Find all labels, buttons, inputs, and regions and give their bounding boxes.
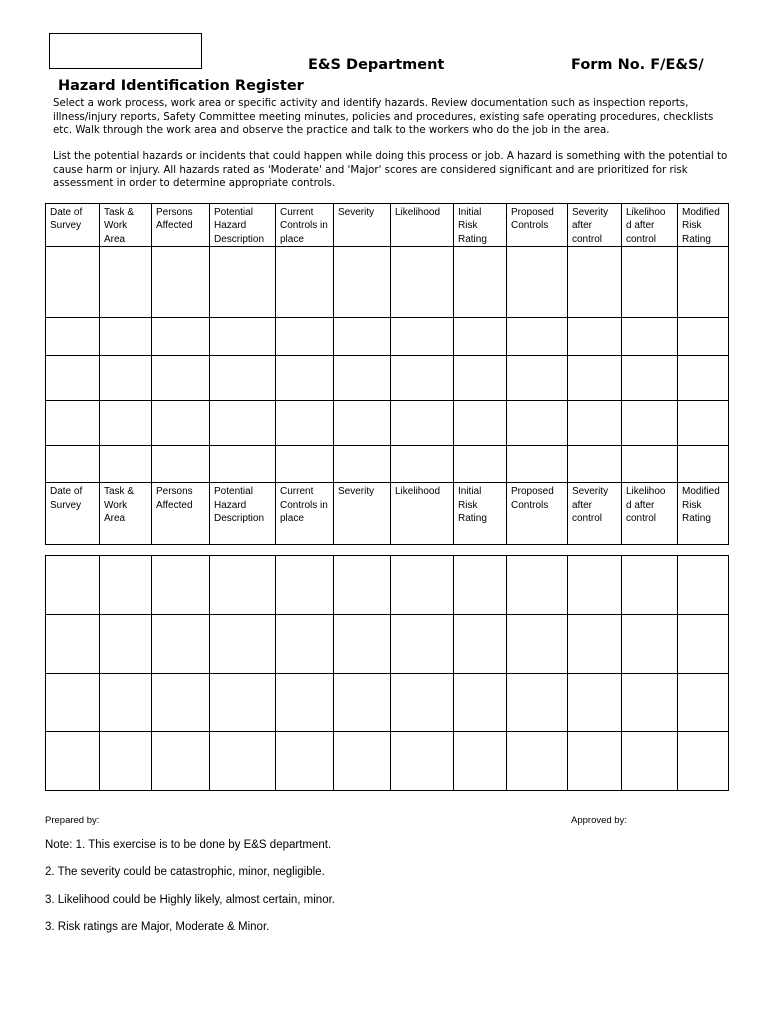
table-cell[interactable] bbox=[152, 356, 210, 401]
table-cell[interactable] bbox=[391, 247, 454, 318]
table-cell[interactable] bbox=[678, 674, 729, 732]
hazard-register-table-continued bbox=[45, 555, 729, 791]
page-title: Hazard Identification Register bbox=[58, 78, 304, 94]
table-cell[interactable] bbox=[391, 446, 454, 483]
table-cell[interactable] bbox=[210, 247, 276, 318]
note-item: 2. The severity could be catastrophic, minor, negligible. bbox=[45, 866, 325, 878]
table-cell[interactable] bbox=[391, 674, 454, 732]
table-cell[interactable] bbox=[678, 318, 729, 356]
table-cell[interactable] bbox=[334, 318, 391, 356]
table-cell[interactable] bbox=[334, 674, 391, 732]
table-cell[interactable] bbox=[568, 446, 622, 483]
table-cell[interactable] bbox=[568, 318, 622, 356]
table-cell[interactable] bbox=[152, 318, 210, 356]
column-header: Likelihood bbox=[391, 483, 454, 545]
column-header: Proposed Controls bbox=[507, 204, 568, 247]
column-header: Task & Work Area bbox=[100, 204, 152, 247]
table-cell[interactable] bbox=[568, 732, 622, 791]
column-header: Task & Work Area bbox=[100, 483, 152, 545]
column-header: Severity after control bbox=[568, 204, 622, 247]
table-cell[interactable] bbox=[507, 356, 568, 401]
form-number: Form No. F/E&S/ bbox=[571, 57, 704, 73]
table-cell[interactable] bbox=[276, 674, 334, 732]
table-cell[interactable] bbox=[152, 674, 210, 732]
column-header: Persons Affected bbox=[152, 204, 210, 247]
column-header: Current Controls in place bbox=[276, 483, 334, 545]
table-cell[interactable] bbox=[100, 318, 152, 356]
hazard-register-table bbox=[45, 203, 729, 545]
table-cell[interactable] bbox=[622, 356, 678, 401]
table-cell[interactable] bbox=[391, 556, 454, 615]
table-cell[interactable] bbox=[507, 446, 568, 483]
table-cell[interactable] bbox=[454, 556, 507, 615]
table-cell[interactable] bbox=[210, 318, 276, 356]
table-cell[interactable] bbox=[276, 401, 334, 446]
table-cell[interactable] bbox=[276, 615, 334, 674]
table-cell[interactable] bbox=[46, 318, 100, 356]
table-cell[interactable] bbox=[678, 556, 729, 615]
table-cell[interactable] bbox=[100, 247, 152, 318]
table-cell[interactable] bbox=[454, 401, 507, 446]
table-cell[interactable] bbox=[100, 401, 152, 446]
column-header: Likelihoo d after control bbox=[622, 204, 678, 247]
table-cell[interactable] bbox=[46, 556, 100, 615]
table-row bbox=[46, 247, 729, 318]
column-header: Persons Affected bbox=[152, 483, 210, 545]
table-row bbox=[46, 732, 729, 791]
table-cell[interactable] bbox=[46, 446, 100, 483]
table-cell[interactable] bbox=[507, 732, 568, 791]
table-cell[interactable] bbox=[334, 401, 391, 446]
table-cell[interactable] bbox=[210, 615, 276, 674]
column-header: Modified Risk Rating bbox=[678, 483, 729, 545]
note-item: Note: 1. This exercise is to be done by E&S department. bbox=[45, 839, 332, 851]
note-item: 3. Likelihood could be Highly likely, almost certain, minor. bbox=[45, 894, 335, 906]
table-cell[interactable] bbox=[622, 318, 678, 356]
table-cell[interactable] bbox=[100, 446, 152, 483]
table-cell[interactable] bbox=[152, 247, 210, 318]
table-cell[interactable] bbox=[678, 732, 729, 791]
column-header: Severity after control bbox=[568, 483, 622, 545]
table-cell[interactable] bbox=[568, 247, 622, 318]
approved-by-label: Approved by: bbox=[571, 815, 627, 826]
table-cell[interactable] bbox=[152, 401, 210, 446]
table-cell[interactable] bbox=[210, 401, 276, 446]
table-cell[interactable] bbox=[334, 732, 391, 791]
table-cell[interactable] bbox=[454, 446, 507, 483]
table-cell[interactable] bbox=[46, 401, 100, 446]
table-cell[interactable] bbox=[568, 401, 622, 446]
table-cell[interactable] bbox=[568, 356, 622, 401]
note-item: 3. Risk ratings are Major, Moderate & Minor. bbox=[45, 921, 270, 933]
table-cell[interactable] bbox=[46, 674, 100, 732]
table-cell[interactable] bbox=[622, 674, 678, 732]
table-cell[interactable] bbox=[152, 615, 210, 674]
table-cell[interactable] bbox=[454, 247, 507, 318]
table-row bbox=[46, 615, 729, 674]
table-cell[interactable] bbox=[454, 356, 507, 401]
table-cell[interactable] bbox=[622, 247, 678, 318]
prepared-by-label: Prepared by: bbox=[45, 815, 100, 826]
table-cell[interactable] bbox=[622, 446, 678, 483]
table-cell[interactable] bbox=[391, 615, 454, 674]
table-cell[interactable] bbox=[454, 674, 507, 732]
table-cell[interactable] bbox=[334, 615, 391, 674]
table-cell[interactable] bbox=[507, 674, 568, 732]
table-cell[interactable] bbox=[276, 356, 334, 401]
table-cell[interactable] bbox=[507, 318, 568, 356]
table-cell[interactable] bbox=[276, 732, 334, 791]
table-cell[interactable] bbox=[678, 247, 729, 318]
table-cell[interactable] bbox=[152, 556, 210, 615]
column-header: Potential Hazard Description bbox=[210, 483, 276, 545]
table-row bbox=[46, 674, 729, 732]
table-cell[interactable] bbox=[391, 401, 454, 446]
table-header-row bbox=[46, 204, 729, 247]
table-row bbox=[46, 556, 729, 615]
table-cell[interactable] bbox=[507, 401, 568, 446]
table-cell[interactable] bbox=[678, 615, 729, 674]
table-cell[interactable] bbox=[507, 556, 568, 615]
table-header-row-repeat bbox=[46, 483, 729, 545]
table-cell[interactable] bbox=[46, 247, 100, 318]
table-cell[interactable] bbox=[46, 356, 100, 401]
column-header: Likelihood bbox=[391, 204, 454, 247]
table-cell[interactable] bbox=[46, 732, 100, 791]
table-row bbox=[46, 446, 729, 483]
column-header: Current Controls in place bbox=[276, 204, 334, 247]
table-cell[interactable] bbox=[454, 318, 507, 356]
table-cell[interactable] bbox=[210, 556, 276, 615]
table-cell[interactable] bbox=[152, 732, 210, 791]
table-cell[interactable] bbox=[276, 247, 334, 318]
table-cell[interactable] bbox=[678, 446, 729, 483]
column-header: Date of Survey bbox=[46, 483, 100, 545]
table-cell[interactable] bbox=[210, 356, 276, 401]
table-cell[interactable] bbox=[334, 556, 391, 615]
department-heading: E&S Department bbox=[308, 57, 445, 73]
table-cell[interactable] bbox=[507, 247, 568, 318]
column-header: Date of Survey bbox=[46, 204, 100, 247]
table-cell[interactable] bbox=[391, 732, 454, 791]
table-cell[interactable] bbox=[507, 615, 568, 674]
column-header: Initial Risk Rating bbox=[454, 483, 507, 545]
table-cell[interactable] bbox=[568, 556, 622, 615]
table-cell[interactable] bbox=[334, 247, 391, 318]
intro-paragraph-1: Select a work process, work area or specific activity and identify hazards. Review documentation such as inspection reports, illness/injury reports, Safety Committee meeting minutes, policies and procedures, existing safe operating procedures, checklists etc. Walk through the work area and observe the practice and talk to the workers who do the job in the area. bbox=[53, 98, 714, 137]
column-header: Modified Risk Rating bbox=[678, 204, 729, 247]
intro-paragraph-2: List the potential hazards or incidents that could happen while doing this process or job. A hazard is something with the potential to cause harm or injury. All hazards rated as 'Moderate' and 'Major' scores are considered significant and are prioritized for risk assessment in order to determine appropriate controls. bbox=[53, 151, 728, 190]
table-cell[interactable] bbox=[100, 732, 152, 791]
logo-placeholder-box bbox=[49, 33, 202, 69]
table-cell[interactable] bbox=[568, 674, 622, 732]
table-cell[interactable] bbox=[391, 356, 454, 401]
table-cell[interactable] bbox=[152, 446, 210, 483]
table-cell[interactable] bbox=[622, 732, 678, 791]
column-header: Potential Hazard Description bbox=[210, 204, 276, 247]
table-cell[interactable] bbox=[100, 356, 152, 401]
table-cell[interactable] bbox=[210, 446, 276, 483]
table-cell[interactable] bbox=[100, 556, 152, 615]
column-header: Initial Risk Rating bbox=[454, 204, 507, 247]
table-cell[interactable] bbox=[276, 318, 334, 356]
table-cell[interactable] bbox=[276, 446, 334, 483]
table-cell[interactable] bbox=[276, 556, 334, 615]
table-cell[interactable] bbox=[100, 674, 152, 732]
column-header: Severity bbox=[334, 483, 391, 545]
table-cell[interactable] bbox=[210, 674, 276, 732]
column-header: Likelihoo d after control bbox=[622, 483, 678, 545]
table-cell[interactable] bbox=[622, 401, 678, 446]
table-cell[interactable] bbox=[334, 446, 391, 483]
table-cell[interactable] bbox=[454, 615, 507, 674]
table-cell[interactable] bbox=[46, 615, 100, 674]
column-header: Severity bbox=[334, 204, 391, 247]
table-cell[interactable] bbox=[678, 401, 729, 446]
table-cell[interactable] bbox=[100, 615, 152, 674]
table-row bbox=[46, 401, 729, 446]
column-header: Proposed Controls bbox=[507, 483, 568, 545]
table-cell[interactable] bbox=[622, 615, 678, 674]
table-cell[interactable] bbox=[391, 318, 454, 356]
table-cell[interactable] bbox=[210, 732, 276, 791]
table-cell[interactable] bbox=[622, 556, 678, 615]
table-row bbox=[46, 318, 729, 356]
table-cell[interactable] bbox=[454, 732, 507, 791]
table-cell[interactable] bbox=[334, 356, 391, 401]
table-cell[interactable] bbox=[568, 615, 622, 674]
table-row bbox=[46, 356, 729, 401]
table-cell[interactable] bbox=[678, 356, 729, 401]
